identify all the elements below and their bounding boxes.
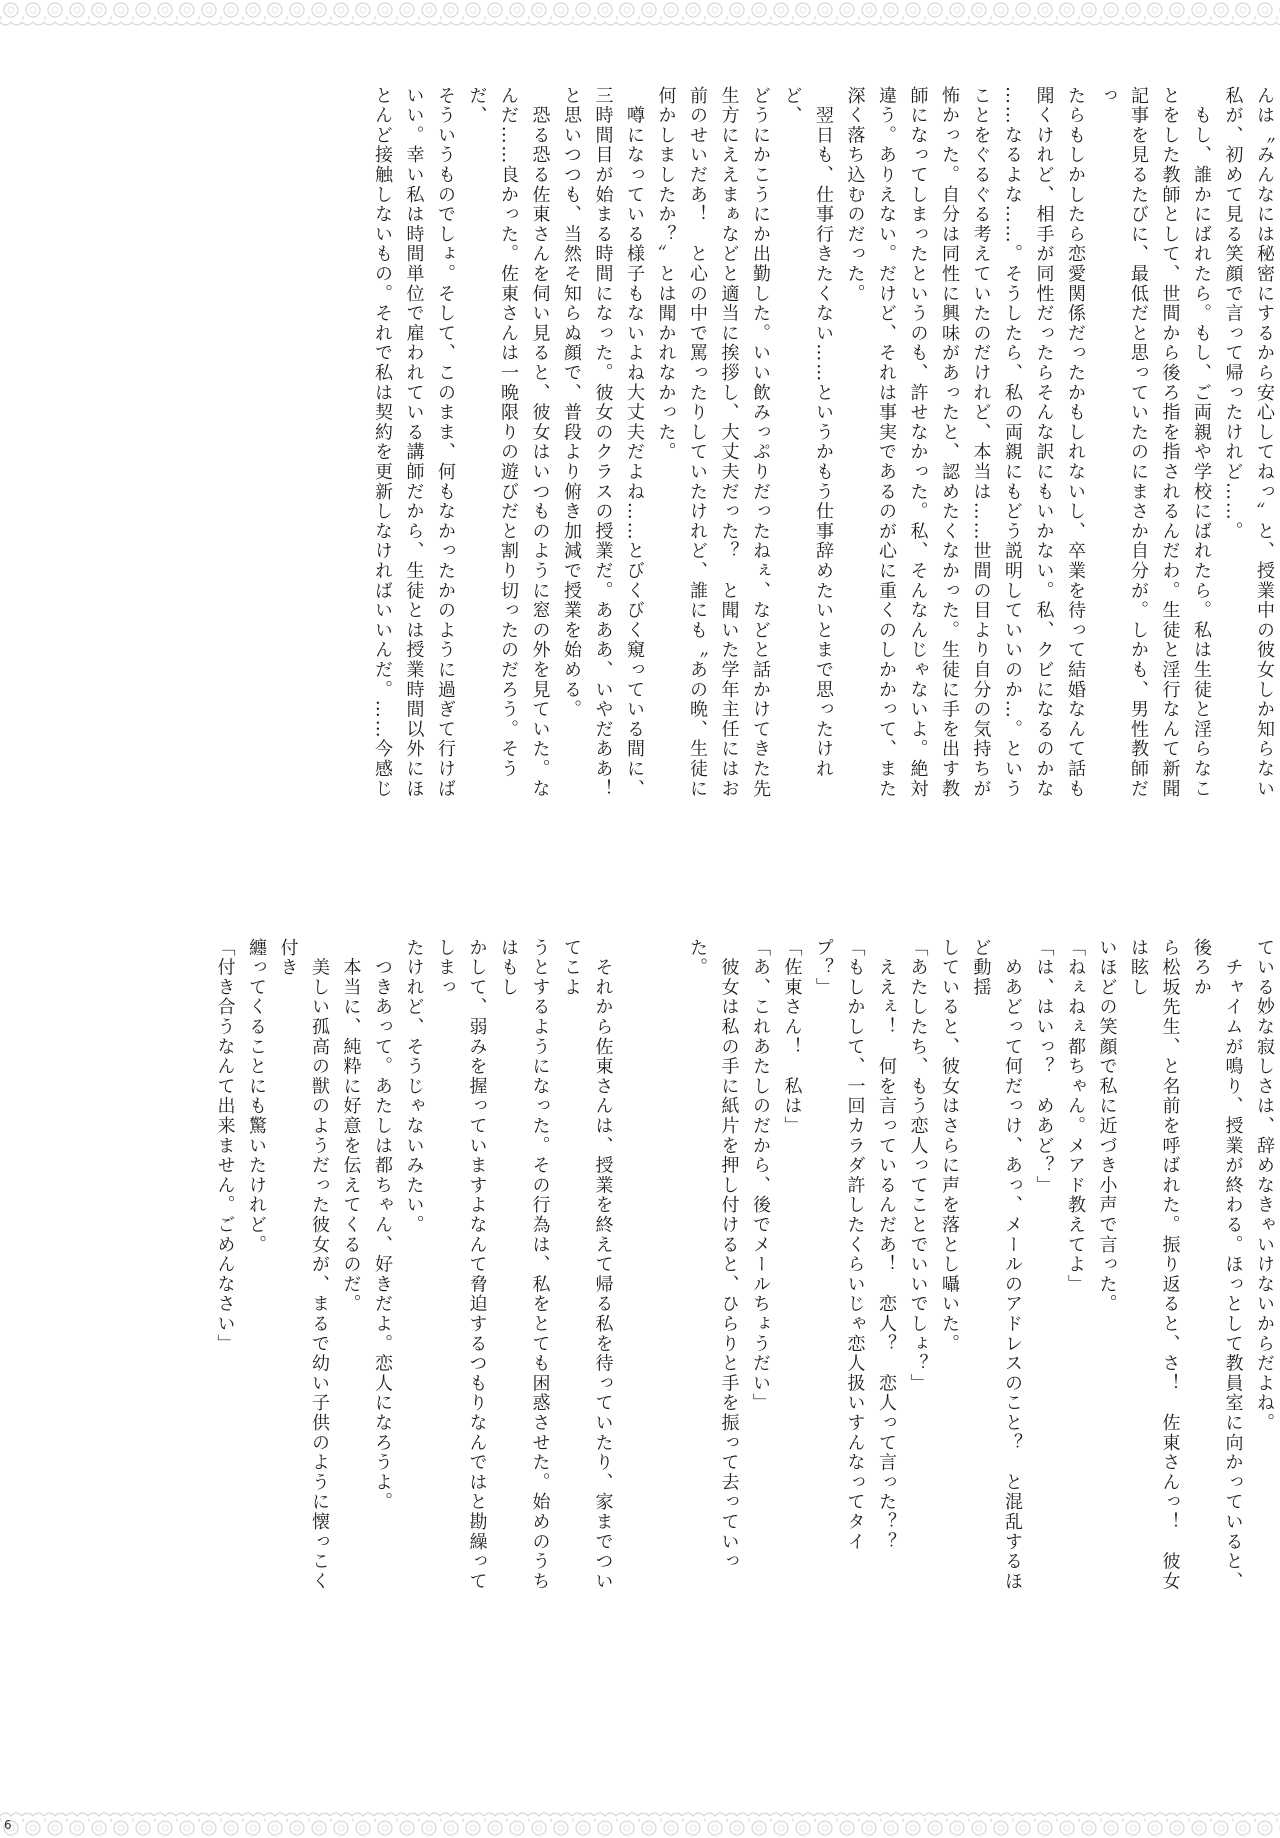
text-line: たらもしかしたら恋愛関係だったかもしれないし、卒業を待って結婚なんて話も [1065,86,1086,799]
text-line: そういうものでしょ。そして、このまま、何もなかったかのように過ぎて行けば [435,86,456,799]
text-line [650,938,682,1600]
text-line: ている妙な寂しさは、辞めなきゃいけないからだよね。 [1254,938,1275,1433]
text-line [619,938,651,1600]
text-line: 師になってしまったというのも、許せなかった。私、そんなんじゃないよ。絶対 [907,86,929,799]
text-line: うとするようになった。その行為は、私をとても困惑させた。始めのうちはもし [498,938,551,1592]
text-line: 「佐東さん！ 私は」 [781,938,803,1136]
text-line: 恐る恐る佐東さんを伺い見ると、彼女はいつものように窓の外を見ていた。な [529,86,551,799]
text-line: と思いつつも、当然そ知らぬ顔で、普段より俯き加減で授業を始める。 [561,86,582,720]
text-line: していると、彼女はさらに声を落とし囁いた。 [939,938,960,1354]
text-line: つきあって。あたしは都ちゃん、好きだよ。恋人になろうよ。 [372,938,393,1513]
text-line: 「ねぇねぇ都ちゃん。メアド教えてよ」 [1065,938,1086,1295]
text-line: めあどって何だっけ、あっ、メールのアドレスのこと？ と混乱するほど動揺 [970,938,1023,1592]
text-line: 違う。ありえない。だけど、それは事実であるのが心に重くのしかかって、また [876,86,897,799]
text-line: いい。幸い私は時間単位で雇われている講師だから、生徒とは授業時間以外にほ [403,86,425,799]
text-line: 美しい孤高の獣のようだった彼女が、まるで幼い子供のように懐っこく付き [277,938,330,1592]
text-line: 本当に、純粋に好意を伝えてくるのだ。 [340,938,362,1315]
text-line: 翌日も、仕事行きたくない……というかもう仕事辞めたいとまで思ったけれど、 [781,86,834,779]
text-line: もし、誰かにばれたら。もし、ご両親や学校にばれたら。私は生徒と淫らなこ [1191,86,1212,799]
text-line: 私が、初めて見る笑顔で言って帰ったけれど……。 [1222,86,1244,542]
text-line: ら松坂先生、と名前を呼ばれた。振り返ると、さ！ 佐東さんっ！ 彼女は眩し [1128,938,1181,1592]
bottom-lace-border [0,1806,1280,1838]
text-line: 噂になっている様子もないよね大丈夫だよね……とびくびく窺っている間に、 [624,86,645,799]
text-line: それから佐東さんは、授業を終えて帰る私を待っていたり、家までついてこよ [561,938,614,1592]
text-line: ええぇ！ 何を言っているんだあ！ 恋人？ 恋人って言った？？ [876,938,897,1552]
lower-text-block [194,938,1280,1600]
text-line: チャイムが鳴り、授業が終わる。ほっとして教員室に向かっていると、後ろか [1191,938,1244,1592]
text-line: いほどの笑顔で私に近づき小声で言った。 [1096,938,1118,1315]
text-line: 生方にええまぁなどと適当に挨拶し、大丈夫だった？ と聞いた学年主任にはお [718,86,740,799]
text-line: ことをぐるぐる考えていたのだけれど、本当は……世間の目より自分の気持ちが [970,86,992,799]
text-line: 「あ、これあたしのだから、後でメールちょうだい」 [750,938,771,1414]
text-line: どうにかこうにか出勤した。いい飲みっぷりだったねぇ、などと話かけてきた先 [750,86,771,799]
text-line: んは〝みんなには秘密にするから安心してねっ〟と、授業中の彼女しか知らない [1254,86,1275,799]
text-line: 怖かった。自分は同性に興味があったと、認めたくなかった。生徒に手を出す教 [939,86,960,799]
text-line: かして、弱みを握っていますよなんて脅迫するつもりなんではと勘繰ってしまっ [435,938,488,1592]
text-line: たけれど、そうじゃないみたい。 [403,938,425,1235]
text-line: 「は、はいっ？ めあど？」 [1033,938,1055,1196]
text-line: 何かしましたか？〟とは聞かれなかった。 [655,86,677,463]
text-line: とをした教師として、世間から後ろ指を指されるんだわ。生徒と淫行なんて新聞 [1159,86,1181,799]
text-line: 「もしかして、一回カラダ許したくらいじゃ恋人扱いすんなってタイプ？」 [813,938,866,1552]
text-line: 三時間目が始まる時間になった。彼女のクラスの授業だ。あああ、いやだああ！ [592,86,614,799]
text-line: 聞くけれど、相手が同性だったらそんな訳にもいかない。私、クビになるのかな [1033,86,1055,799]
text-line: とんど接触しないもの。それで私は契約を更新しなければいいんだ。……今感じ [372,86,393,799]
text-line: 纏ってくることにも驚いたけれど。 [246,938,267,1255]
text-line: 深く落ち込むのだった。 [844,86,866,304]
page-number: 6 [4,1818,12,1832]
top-lace-border [0,0,1280,32]
text-line: んだ……良かった。佐東さんは一晩限りの遊びだと割り切ったのだろう。そうだ、 [466,86,519,779]
text-line: ……なるよな……。そうしたら、私の両親にもどう説明していいのか…。という [1002,86,1023,799]
text-line: 「あたしたち、もう恋人ってことでいいでしょ？」 [907,938,929,1394]
text-line: 前のせいだあ！ と心の中で罵ったりしていたけれど、誰にも〝あの晩、生徒に [687,86,708,799]
upper-text-block [170,86,1280,800]
text-line: 記事を見るたびに、最低だと思っていたのにまさか自分が。しかも、男性教師だっ [1096,86,1149,799]
text-line: 「付き合うなんて出来ません。ごめんなさい」 [214,938,236,1354]
text-line: 彼女は私の手に紙片を押し付けると、ひらりと手を振って去っていった。 [687,938,740,1572]
